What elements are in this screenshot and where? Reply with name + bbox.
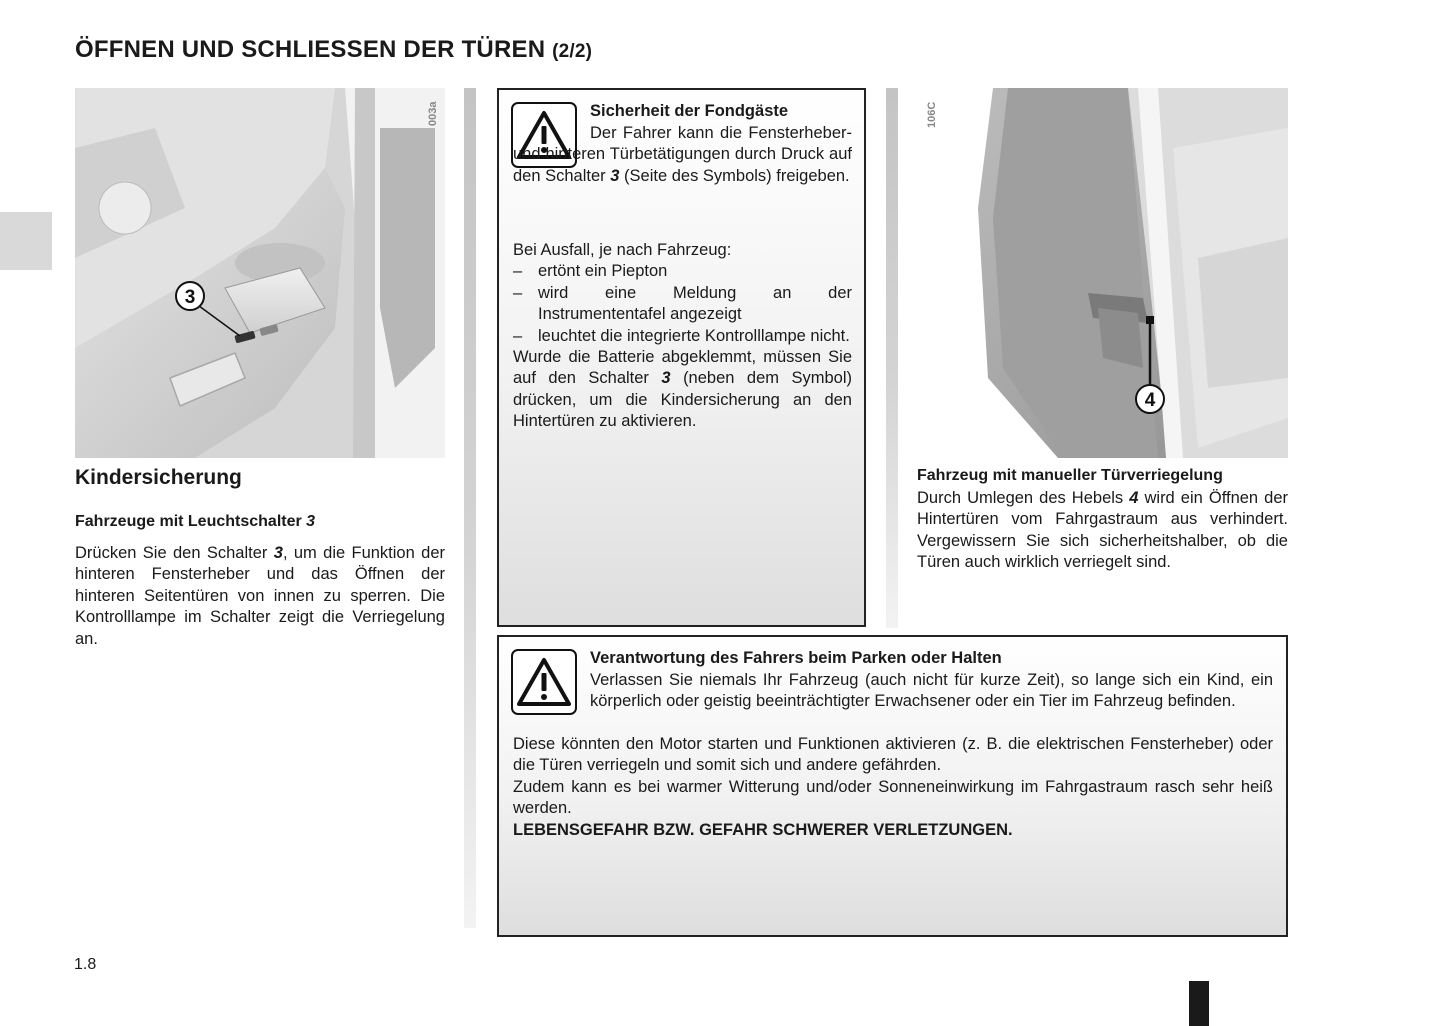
page-title (75, 36, 592, 64)
failure-list-item: – ertönt ein Piepton (513, 262, 668, 281)
failure-list-item: – leuchtet die integrierte Kontrolllampe nicht. (513, 326, 850, 345)
subheading-illuminated-switch-text: Fahrzeuge mit Leuchtschalter (75, 513, 302, 530)
rear-passenger-safety-box (497, 88, 866, 627)
child-lock-switch-ref: 3 (273, 544, 283, 562)
thumb-index-marker (1189, 981, 1209, 1026)
manual-lock-lever-ref: 4 (1129, 489, 1139, 507)
door-lever-illustration (898, 88, 1288, 458)
warning-triangle-icon (511, 649, 577, 715)
chapter-side-tab (0, 212, 52, 270)
battery-paragraph (513, 347, 852, 433)
battery-text-1: Wurde die Batterie abgeklemmt, müssen Sie auf den Schalter (513, 348, 852, 388)
callout-3-label: 3 (184, 287, 196, 308)
battery-switch-ref: 3 (661, 369, 671, 388)
column-separator-left (464, 88, 476, 928)
safety-box-intro (513, 123, 852, 187)
safety-box-title: Sicherheit der Fondgäste (590, 102, 789, 120)
subheading-manual-lock: Fahrzeug mit manueller Türverriegelung (917, 467, 1223, 484)
door-switch-illustration (75, 88, 445, 458)
manual-lock-text-2: wird ein Öffnen der Hintertüren vom Fahrgastraum aus verhindert. Vergewissern Sie sich sicherheitshalber, ob die Türen auch wirklich verriegelt sind. (917, 489, 1288, 572)
safety-box-failure (513, 240, 852, 433)
parking-box-danger: LEBENSGEFAHR BZW. GEFAHR SCHWERER VERLETZUNGEN. (513, 821, 1013, 839)
child-lock-text-1: Drücken Sie den Schalter (75, 544, 268, 562)
page-number: 1.8 (74, 956, 97, 973)
column-separator-right (886, 88, 898, 628)
battery-text-2: (neben dem Symbol) drücken, um die Kindersicherung an den Hintertüren zu aktivieren. (513, 369, 852, 431)
page-title-main: ÖFFNEN UND SCHLIESSEN DER TÜREN (75, 36, 546, 63)
parking-box-line1: Verlassen Sie niemals Ihr Fahrzeug (auch nicht für kurze Zeit), so lange sich ein Kind, ein körperlich oder geistig beeinträchtigter Erwachsener oder ein Tier im Fahrzeug befinden. (590, 671, 1273, 711)
figure-code-right: 106C (926, 101, 938, 128)
failure-intro: Bei Ausfall, je nach Fahrzeug: (513, 241, 732, 259)
page-title-suffix: (2/2) (552, 41, 593, 62)
subheading-illuminated-switch (75, 513, 315, 531)
door-switch-drawing (75, 88, 445, 458)
figure-code-left: 003a (427, 101, 439, 126)
child-lock-text-2: , um die Funktion der hinteren Fensterheber und das Öffnen der hinteren Seitentüren von innen zu sperren. Die Kontrolllampe im Schalter zeigt die Verriegelung an. (75, 544, 445, 648)
parking-responsibility-box (497, 635, 1288, 937)
parking-box-title: Verantwortung des Fahrers beim Parken oder Halten (590, 649, 1002, 667)
child-lock-paragraph (75, 543, 445, 650)
section-heading-child-lock: Kindersicherung (75, 466, 242, 489)
safety-intro-text-1: Der Fahrer kann die Fensterheber- und hinteren Türbetätigungen durch Druck auf den Schalter (513, 124, 852, 185)
callout-4-label: 4 (1144, 390, 1156, 411)
safety-intro-text-2: (Seite des Symbols) freigeben. (624, 166, 850, 185)
failure-list-item: – wird eine Meldung an der Instrumententafel angezeigt (513, 283, 852, 324)
safety-intro-switch-ref: 3 (610, 166, 620, 185)
door-lever-drawing (898, 88, 1288, 458)
manual-lock-text-1: Durch Umlegen des Hebels (917, 489, 1124, 507)
manual-lock-paragraph (917, 488, 1288, 574)
subheading-switch-ref: 3 (306, 513, 316, 530)
parking-box-line3: Zudem kann es bei warmer Witterung und/oder Sonneneinwirkung im Fahrgastraum rasch sehr heiß werden. (513, 778, 1273, 818)
parking-box-line2: Diese könnten den Motor starten und Funktionen aktivieren (z. B. die elektrischen Fensterheber) oder die Türen verriegeln und somit sich und andere gefährden. (513, 735, 1273, 775)
